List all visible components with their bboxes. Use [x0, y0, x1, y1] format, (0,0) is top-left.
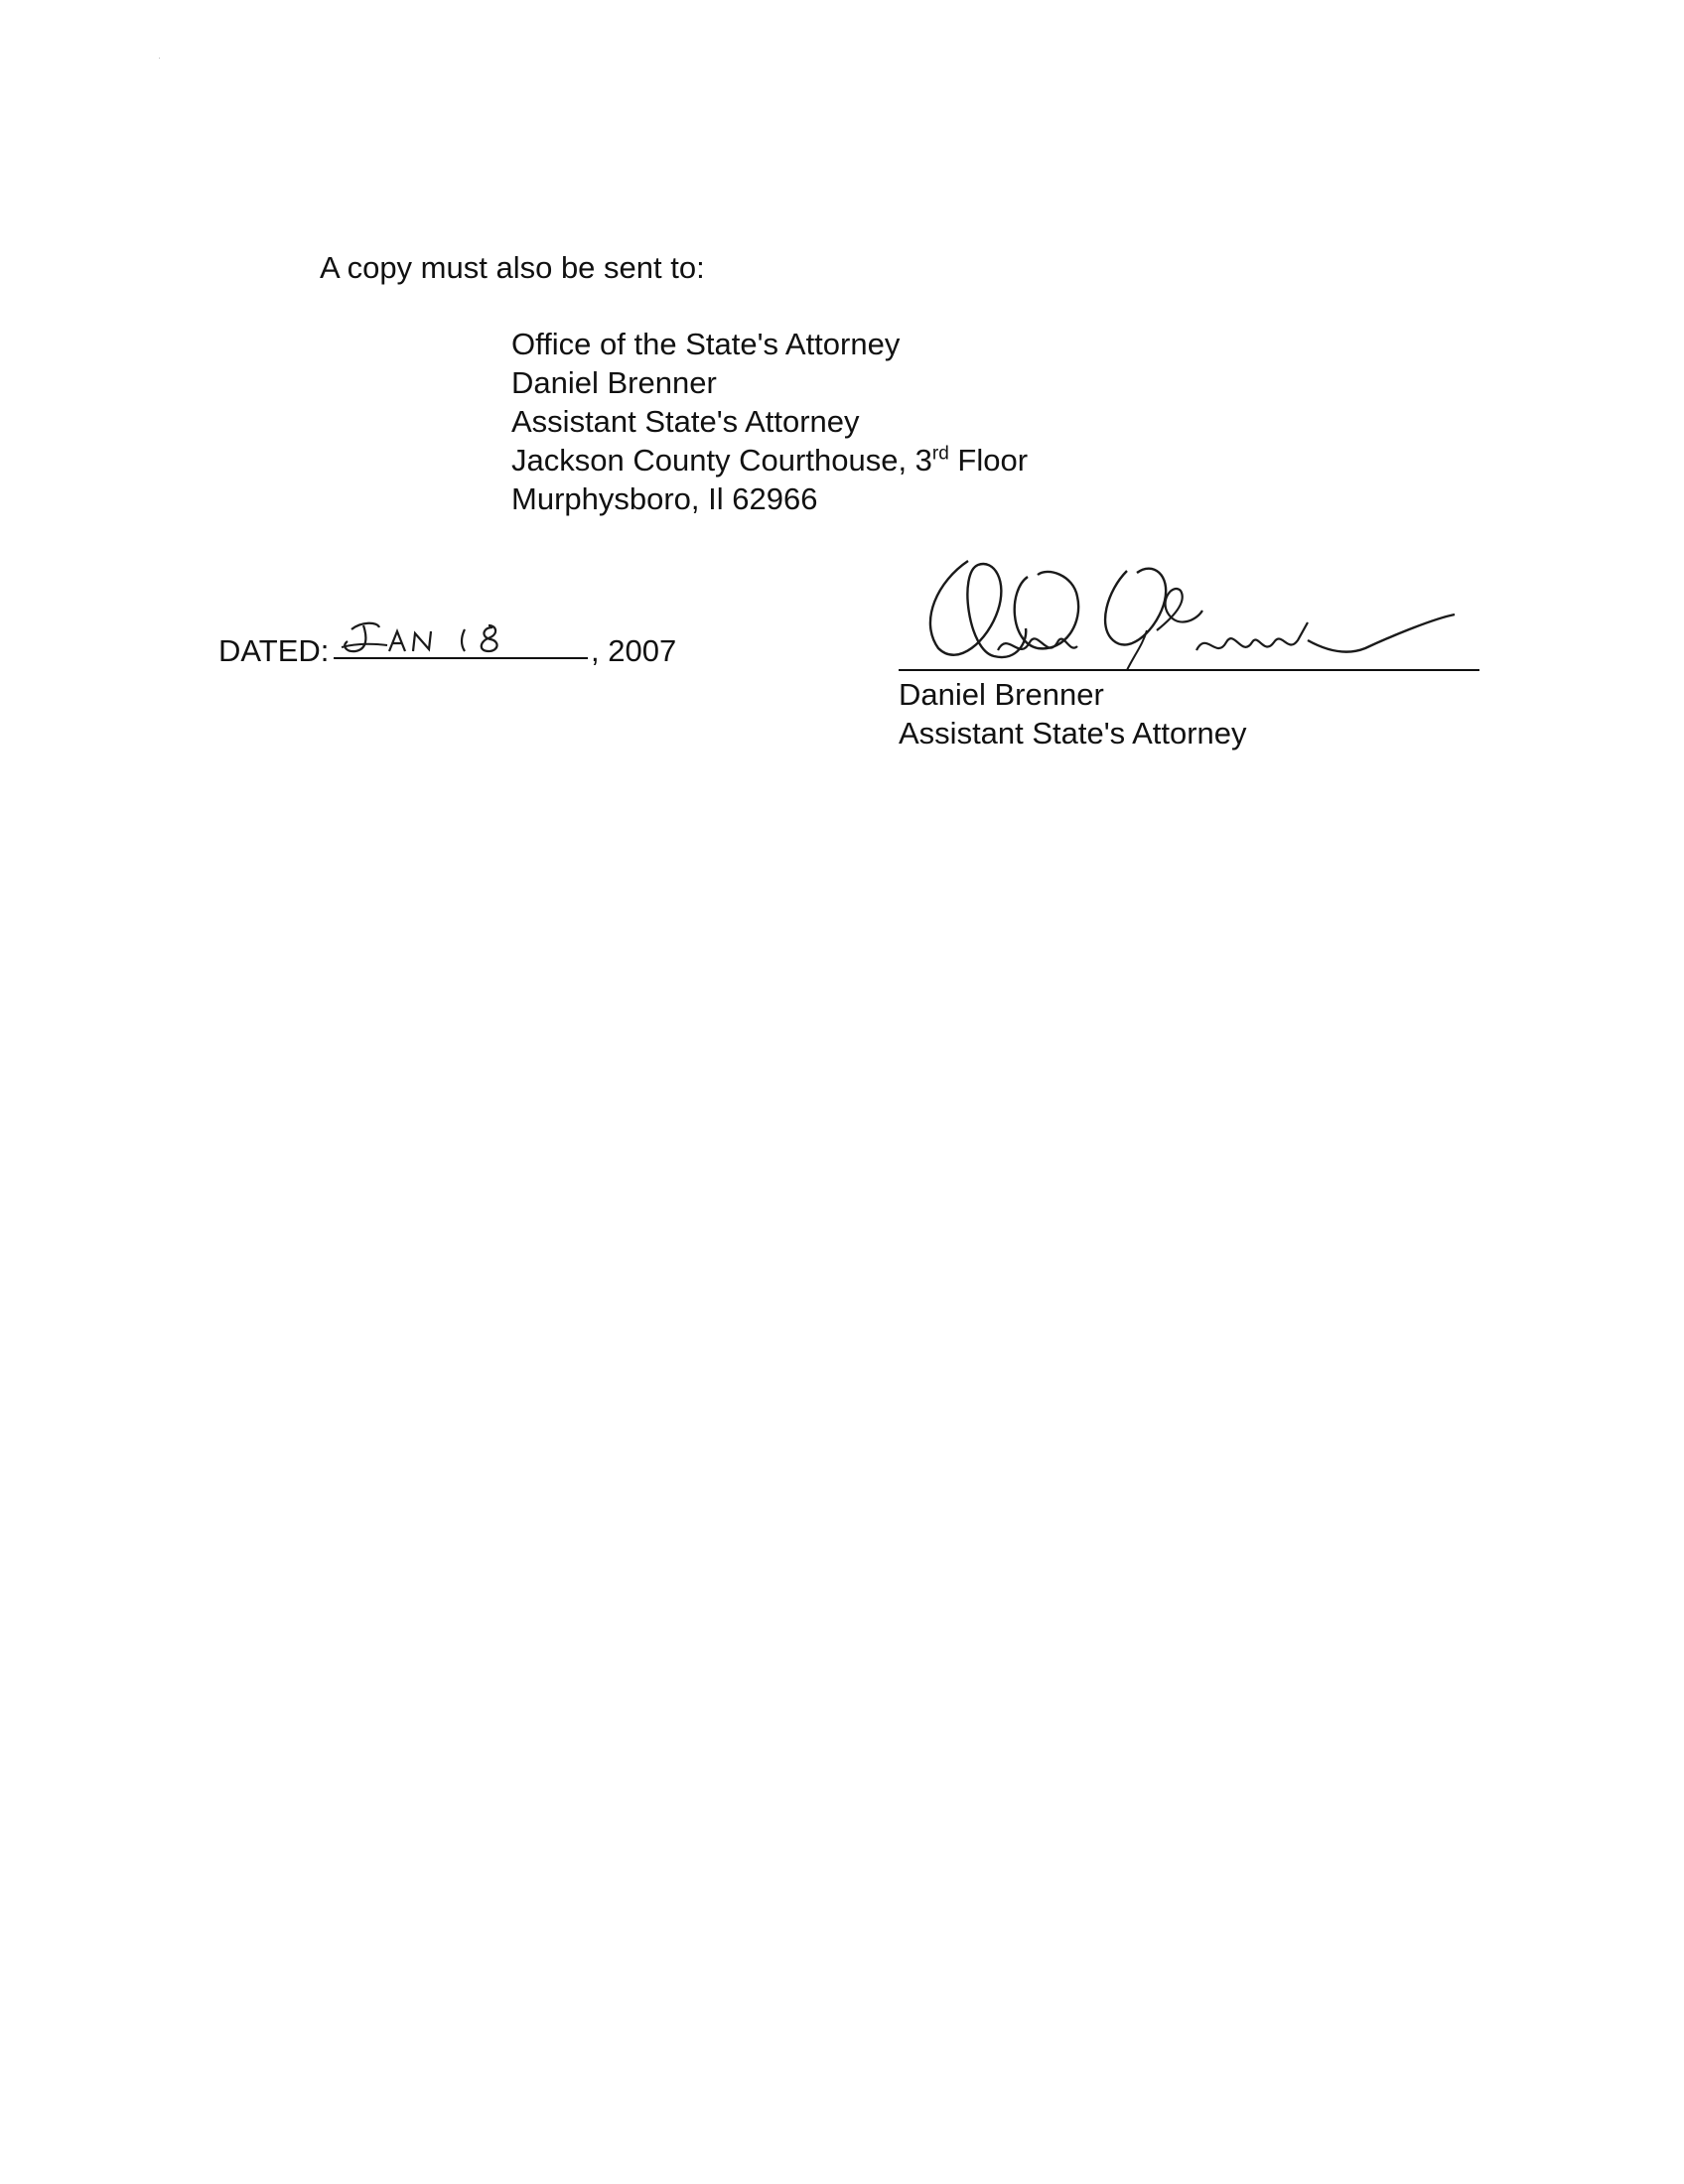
dated-year: , 2007 — [591, 633, 677, 668]
recipient-street-text: Jackson County Courthouse, 3 — [511, 443, 932, 478]
handwritten-date-letter-j — [345, 623, 379, 651]
recipient-name: Daniel Brenner — [511, 365, 717, 400]
signature-last-name-strokes — [1196, 622, 1308, 650]
signature-b-loop — [1157, 589, 1202, 630]
recipient-office: Office of the State's Attorney — [511, 327, 901, 361]
scan-speck — [159, 58, 160, 59]
handwritten-date-digit-8 — [482, 625, 497, 651]
signature-initial-d — [930, 561, 1026, 657]
signature-descender — [1127, 630, 1147, 670]
signer-name: Daniel Brenner — [899, 677, 1104, 712]
handwritten-date — [334, 608, 588, 667]
recipient-city: Murphysboro, Il 62966 — [511, 481, 818, 516]
recipient-floor-label: Floor — [948, 443, 1029, 478]
signature-line — [899, 669, 1479, 671]
copy-instruction: A copy must also be sent to: — [320, 250, 705, 285]
recipient-floor-ordinal: rd — [931, 443, 949, 465]
handwritten-date-letter-a — [389, 631, 405, 651]
signature-tail — [1308, 614, 1455, 652]
signer-title: Assistant State's Attorney — [899, 716, 1247, 751]
handwritten-date-letter-n — [413, 631, 431, 651]
recipient-title: Assistant State's Attorney — [511, 404, 860, 439]
recipient-address-block — [511, 325, 1028, 518]
recipient-street — [511, 441, 1028, 479]
handwritten-date-digit-1 — [462, 629, 465, 651]
dated-label: DATED: — [218, 633, 330, 668]
handwritten-signature — [899, 531, 1514, 680]
signature-block — [899, 675, 1247, 752]
signature-initial-b — [1105, 569, 1166, 645]
